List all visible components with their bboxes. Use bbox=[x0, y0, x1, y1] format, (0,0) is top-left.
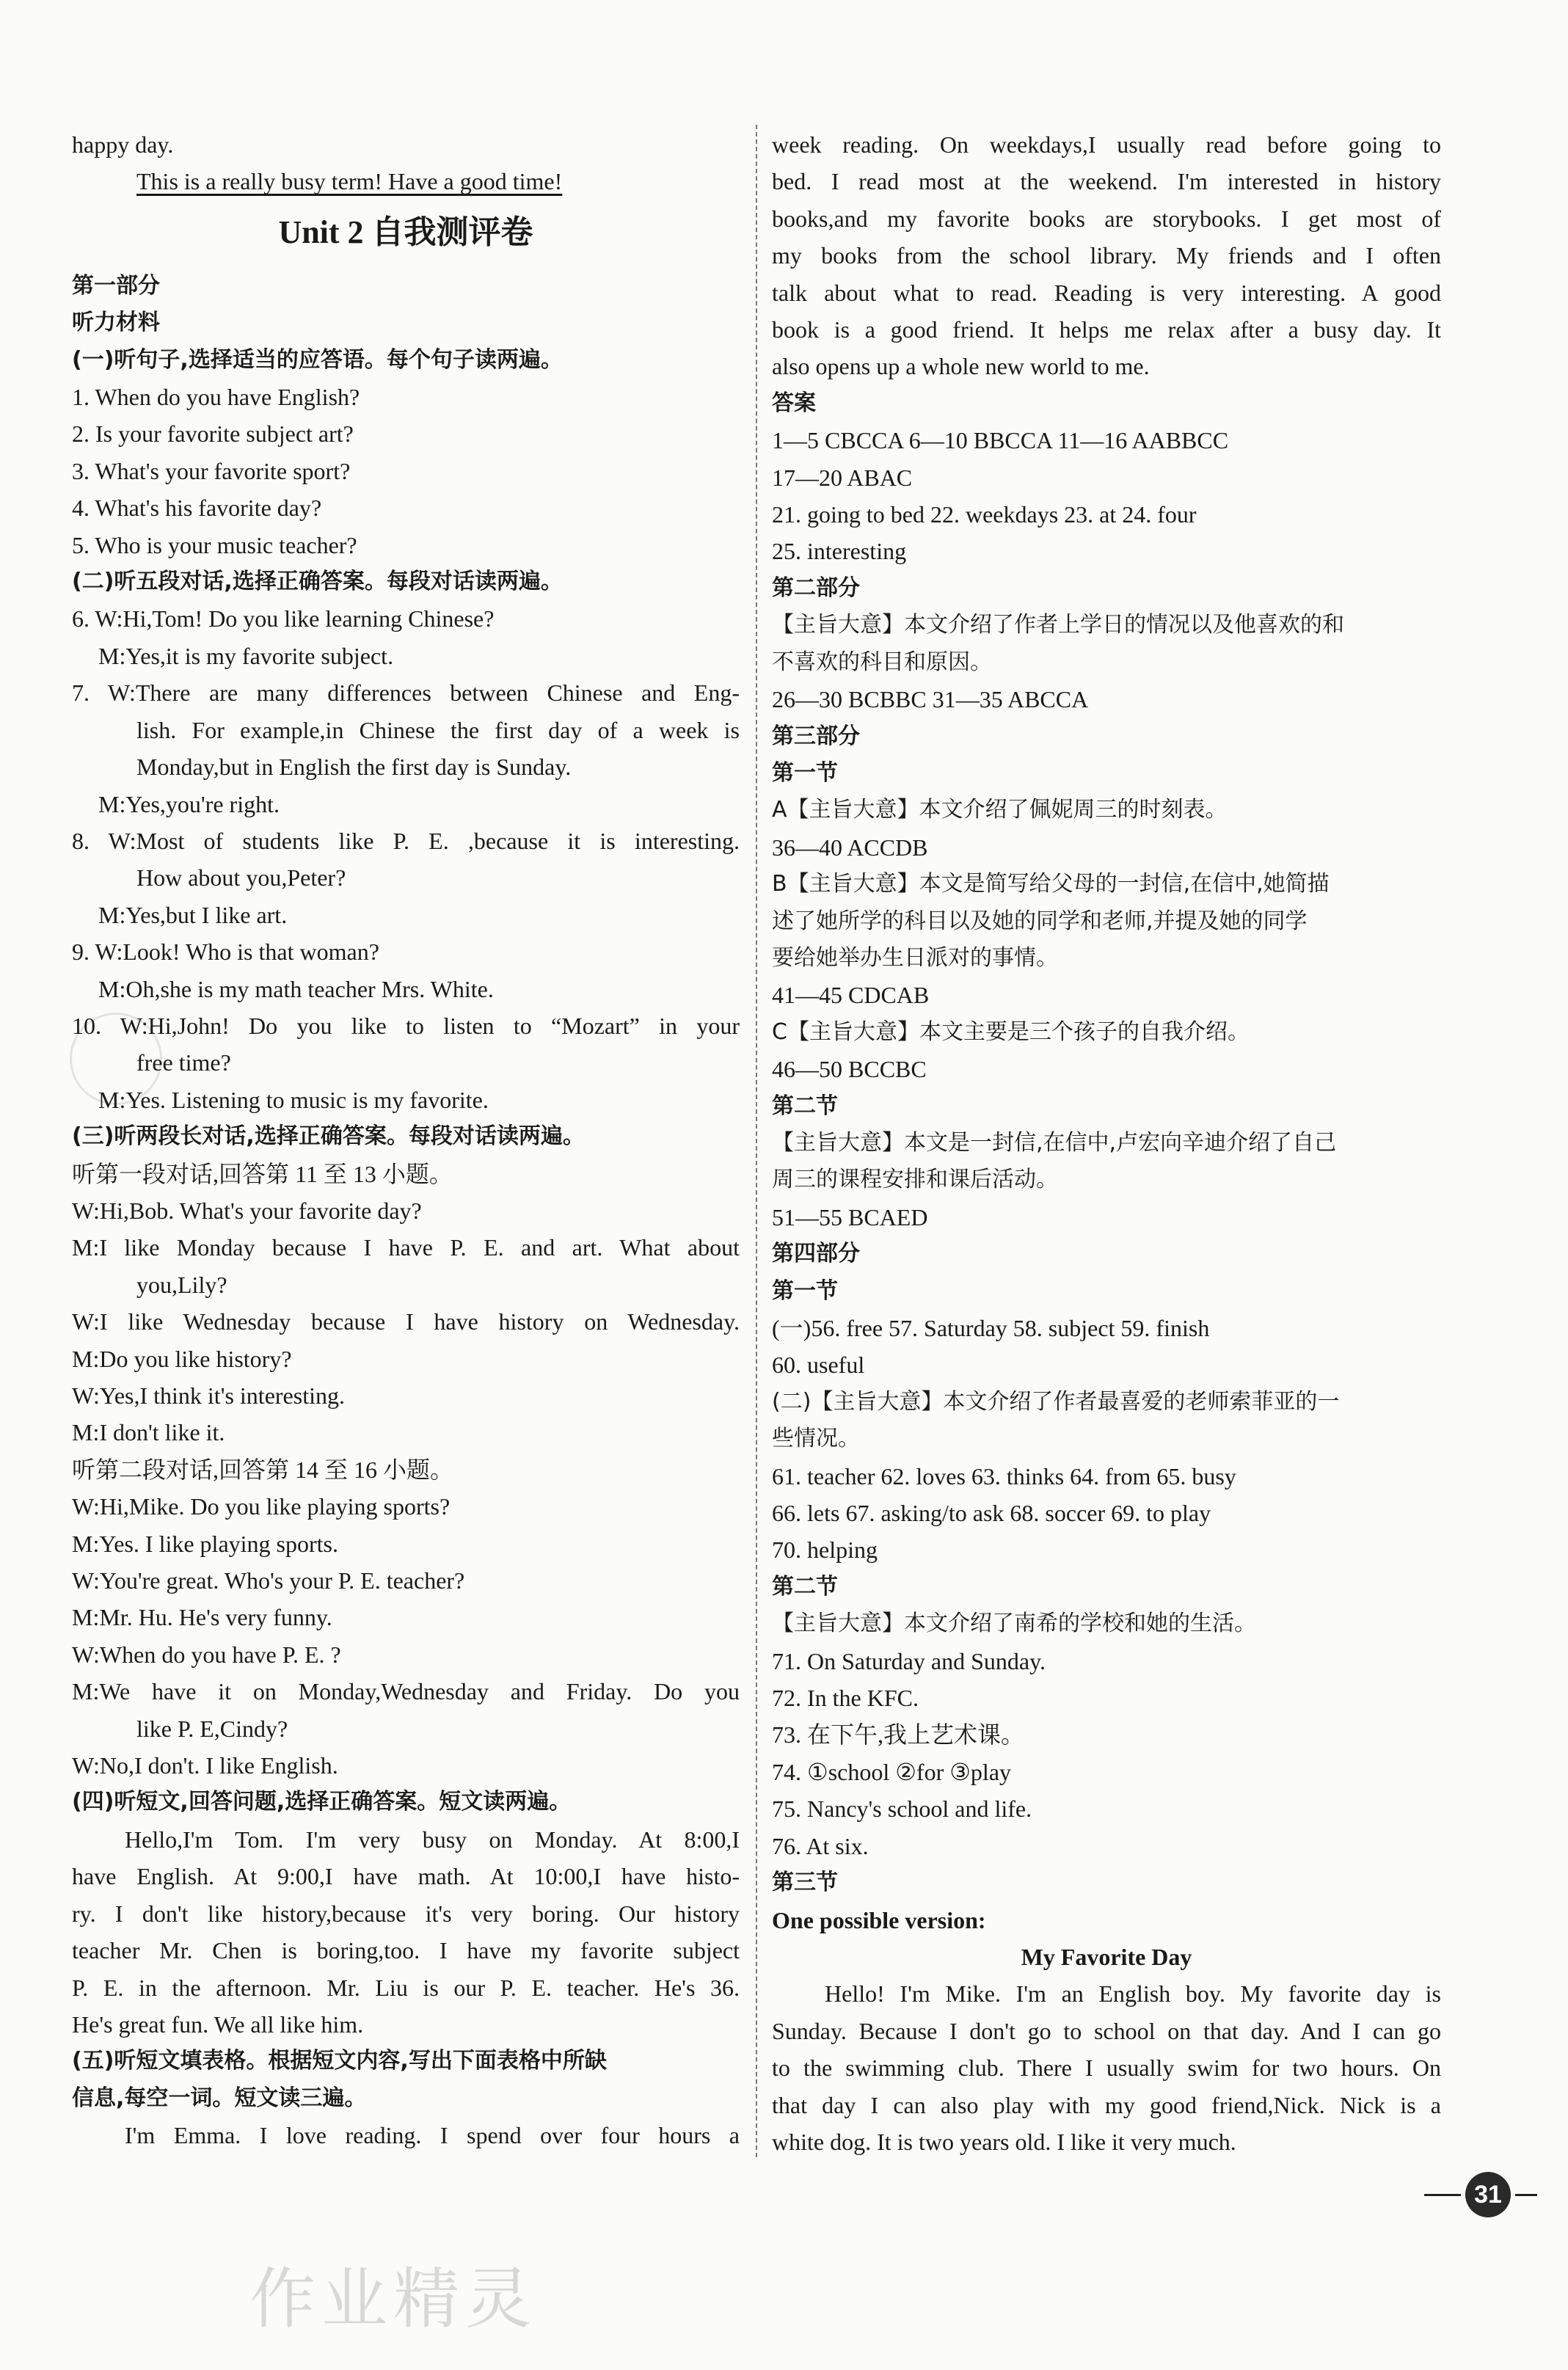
passage-line: ry. I don't like history,because it's very boring. Our history bbox=[72, 1900, 740, 1927]
main-idea: (二)【主旨大意】本文介绍了作者最喜爱的老师索菲亚的一 bbox=[772, 1388, 1340, 1415]
essay-line: Sunday. Because I don't go to school on that day. And I can go bbox=[772, 2017, 1441, 2044]
main-idea: 要给她举办生日派对的事情。 bbox=[772, 944, 1058, 971]
essay-line: to the swimming club. There I usually swim for two hours. On bbox=[772, 2054, 1441, 2082]
question: 3. What's your favorite sport? bbox=[72, 457, 351, 484]
answer-line: 26—30 BCBBC 31—35 ABCCA bbox=[772, 686, 1089, 713]
main-idea: 述了她所学的科目以及她的同学和老师,并提及她的同学 bbox=[772, 908, 1308, 934]
passage-line: He's great fun. We all like him. bbox=[72, 2010, 364, 2038]
passage-line: teacher Mr. Chen is boring,too. I have my favorite subject bbox=[72, 1937, 740, 1964]
answer-line: 36—40 ACCDB bbox=[772, 834, 928, 861]
passage-line: books,and my favorite books are storybooks. I get most of bbox=[772, 205, 1441, 232]
answer-line: 75. Nancy's school and life. bbox=[772, 1795, 1032, 1823]
page-number-badge: 31 bbox=[1465, 2172, 1511, 2217]
answer-line: 21. going to bed 22. weekdays 23. at 24. four bbox=[772, 501, 1197, 528]
dialogue-line: W:You're great. Who's your P. E. teacher? bbox=[72, 1567, 465, 1594]
passage-line: talk about what to read. Reading is very interesting. A good bbox=[772, 279, 1441, 306]
main-idea: 【主旨大意】本文介绍了南希的学校和她的生活。 bbox=[772, 1611, 1256, 1637]
section-heading: 第一节 bbox=[772, 759, 838, 786]
answer-line: (一)56. free 57. Saturday 58. subject 59. finish bbox=[772, 1315, 1210, 1341]
column-divider bbox=[756, 125, 757, 2157]
dialogue-line: W:Yes,I think it's interesting. bbox=[72, 1382, 345, 1409]
part-heading: 第一部分 bbox=[72, 272, 160, 299]
left-column bbox=[72, 126, 740, 2154]
text-line: happy day. bbox=[72, 131, 174, 158]
answer-line: 76. At six. bbox=[772, 1832, 869, 1859]
passage-line: P. E. in the afternoon. Mr. Liu is our P. E. teacher. He's 36. bbox=[72, 1974, 740, 2001]
question: 1. When do you have English? bbox=[72, 384, 360, 411]
main-idea: 不喜欢的科目和原因。 bbox=[772, 649, 992, 675]
dialogue-line: free time? bbox=[136, 1049, 231, 1076]
instruction: 听第一段对话,回答第 11 至 13 小题。 bbox=[72, 1160, 453, 1187]
passage-line: also opens up a whole new world to me. bbox=[772, 353, 1150, 380]
section-heading: 第一节 bbox=[772, 1277, 838, 1304]
main-idea: 【主旨大意】本文介绍了作者上学日的情况以及他喜欢的和 bbox=[772, 612, 1344, 638]
closing-line: This is a really busy term! Have a good time! bbox=[136, 168, 563, 195]
answer-line: 73. 在下午,我上艺术课。 bbox=[772, 1721, 1025, 1749]
passage-line: book is a good friend. It helps me relax after a busy day. It bbox=[772, 316, 1441, 343]
passage-line: I'm Emma. I love reading. I spend over four hours a bbox=[125, 2122, 740, 2149]
watermark: 作业精灵 bbox=[249, 2261, 537, 2338]
answer-line: 74. ①school ②for ③play bbox=[772, 1758, 1012, 1785]
section-heading: (四)听短文,回答问题,选择正确答案。短文读两遍。 bbox=[72, 1789, 572, 1815]
main-idea: 【主旨大意】本文是一封信,在信中,卢宏向辛迪介绍了自己 bbox=[772, 1129, 1337, 1156]
dialogue-line: 9. W:Look! Who is that woman? bbox=[72, 938, 379, 966]
main-idea: 周三的课程安排和课后活动。 bbox=[772, 1167, 1058, 1193]
instruction: 听第二段对话,回答第 14 至 16 小题。 bbox=[72, 1456, 454, 1483]
dialogue-line: M:Yes,but I like art. bbox=[98, 901, 288, 928]
answer-line: 1—5 CBCCA 6—10 BBCCA 11—16 AABBCC bbox=[772, 427, 1229, 454]
section-heading: 第二节 bbox=[772, 1093, 838, 1119]
page-number bbox=[1424, 2172, 1537, 2217]
page-number-rule bbox=[1515, 2194, 1537, 2196]
dialogue-line: M:Yes. I like playing sports. bbox=[72, 1530, 338, 1557]
answer-line: 61. teacher 62. loves 63. thinks 64. from 65. busy bbox=[772, 1462, 1236, 1490]
answer-line: 60. useful bbox=[772, 1352, 865, 1379]
question: 4. What's his favorite day? bbox=[72, 495, 322, 522]
dialogue-line: W:I like Wednesday because I have history on Wednesday. bbox=[72, 1308, 740, 1335]
answers-heading: 答案 bbox=[772, 390, 816, 416]
part-heading: 第三部分 bbox=[772, 723, 860, 749]
dialogue-line: M:Yes,it is my favorite subject. bbox=[98, 642, 394, 669]
answer-line: 51—55 BCAED bbox=[772, 1203, 928, 1230]
dialogue-line: like P. E,Cindy? bbox=[136, 1715, 288, 1742]
dialogue-line: 10. W:Hi,John! Do you like to listen to “Mozart” in your bbox=[72, 1012, 740, 1039]
main-idea: A【主旨大意】本文介绍了佩妮周三的时刻表。 bbox=[772, 797, 1228, 823]
passage-line: my books from the school library. My friends and I often bbox=[772, 242, 1441, 269]
essay-line: that day I can also play with my good friend,Nick. Nick is a bbox=[772, 2091, 1441, 2118]
dialogue-line: 8. W:Most of students like P. E. ,because it is interesting. bbox=[72, 827, 740, 854]
dialogue-line: W:Hi,Bob. What's your favorite day? bbox=[72, 1197, 422, 1224]
dialogue-line: M:Yes,you're right. bbox=[98, 790, 280, 817]
dialogue-line: lish. For example,in Chinese the first day of a week is bbox=[136, 716, 740, 743]
version-label: One possible version: bbox=[772, 1906, 986, 1933]
dialogue-line: W:No,I don't. I like English. bbox=[72, 1752, 338, 1779]
passage-line: bed. I read most at the weekend. I'm interested in history bbox=[772, 168, 1441, 195]
dialogue-line: M:We have it on Monday,Wednesday and Friday. Do you bbox=[72, 1678, 740, 1705]
section-heading: (一)听句子,选择适当的应答语。每个句子读两遍。 bbox=[72, 346, 563, 373]
answer-line: 41—45 CDCAB bbox=[772, 982, 930, 1009]
section-heading: 第三节 bbox=[772, 1870, 838, 1896]
essay-line: white dog. It is two years old. I like it very much. bbox=[772, 2128, 1236, 2155]
section-heading: 第二节 bbox=[772, 1573, 838, 1600]
question: 2. Is your favorite subject art? bbox=[72, 420, 354, 448]
main-idea: 些情况。 bbox=[772, 1426, 860, 1452]
passage-line: have English. At 9:00,I have math. At 10:00,I have histo- bbox=[72, 1863, 740, 1890]
question: 5. Who is your music teacher? bbox=[72, 531, 357, 558]
part-heading: 第二部分 bbox=[772, 575, 860, 601]
essay-line: Hello! I'm Mike. I'm an English boy. My favorite day is bbox=[825, 1980, 1441, 2008]
dialogue-line: 7. W:There are many differences between Chinese and Eng- bbox=[72, 679, 740, 707]
unit-title: Unit 2 自我测评卷 bbox=[278, 214, 533, 250]
main-idea: C【主旨大意】本文主要是三个孩子的自我介绍。 bbox=[772, 1018, 1250, 1045]
section-heading: 信息,每空一词。短文读三遍。 bbox=[72, 2085, 367, 2111]
section-heading: (二)听五段对话,选择正确答案。每段对话读两遍。 bbox=[72, 569, 563, 595]
dialogue-line: M:I like Monday because I have P. E. and art. What about bbox=[72, 1234, 740, 1261]
section-heading: (五)听短文填表格。根据短文内容,写出下面表格中所缺 bbox=[72, 2048, 607, 2074]
dialogue-line: Monday,but in English the first day is Sunday. bbox=[136, 754, 572, 781]
dialogue-line: M:Yes. Listening to music is my favorite. bbox=[98, 1086, 489, 1113]
dialogue-line: M:Oh,she is my math teacher Mrs. White. bbox=[98, 975, 494, 1002]
passage-line: week reading. On weekdays,I usually read before going to bbox=[772, 131, 1441, 158]
right-column bbox=[772, 126, 1441, 2160]
dialogue-line: M:Mr. Hu. He's very funny. bbox=[72, 1604, 332, 1631]
answer-line: 17—20 ABAC bbox=[772, 464, 913, 491]
dialogue-line: 6. W:Hi,Tom! Do you like learning Chinese? bbox=[72, 605, 495, 632]
page-number-rule bbox=[1424, 2194, 1461, 2196]
answer-line: 46—50 BCCBC bbox=[772, 1056, 927, 1083]
dialogue-line: you,Lily? bbox=[136, 1271, 227, 1298]
answer-line: 66. lets 67. asking/to ask 68. soccer 69. to play bbox=[772, 1500, 1211, 1527]
dialogue-line: How about you,Peter? bbox=[136, 864, 346, 892]
main-idea: B【主旨大意】本文是简写给父母的一封信,在信中,她简描 bbox=[772, 871, 1330, 897]
answer-line: 25. interesting bbox=[772, 538, 907, 565]
dialogue-line: W:When do you have P. E. ? bbox=[72, 1641, 341, 1668]
dialogue-line: M:Do you like history? bbox=[72, 1345, 292, 1372]
section-heading: 听力材料 bbox=[72, 310, 160, 336]
part-heading: 第四部分 bbox=[772, 1241, 860, 1267]
essay-title: My Favorite Day bbox=[1021, 1943, 1192, 1970]
passage-line: Hello,I'm Tom. I'm very busy on Monday. At 8:00,I bbox=[125, 1826, 740, 1853]
section-heading: (三)听两段长对话,选择正确答案。每段对话读两遍。 bbox=[72, 1123, 585, 1150]
dialogue-line: W:Hi,Mike. Do you like playing sports? bbox=[72, 1493, 451, 1520]
dialogue-line: M:I don't like it. bbox=[72, 1419, 225, 1446]
answer-line: 71. On Saturday and Sunday. bbox=[772, 1647, 1046, 1674]
answer-line: 72. In the KFC. bbox=[772, 1685, 919, 1712]
answer-line: 70. helping bbox=[772, 1536, 878, 1564]
